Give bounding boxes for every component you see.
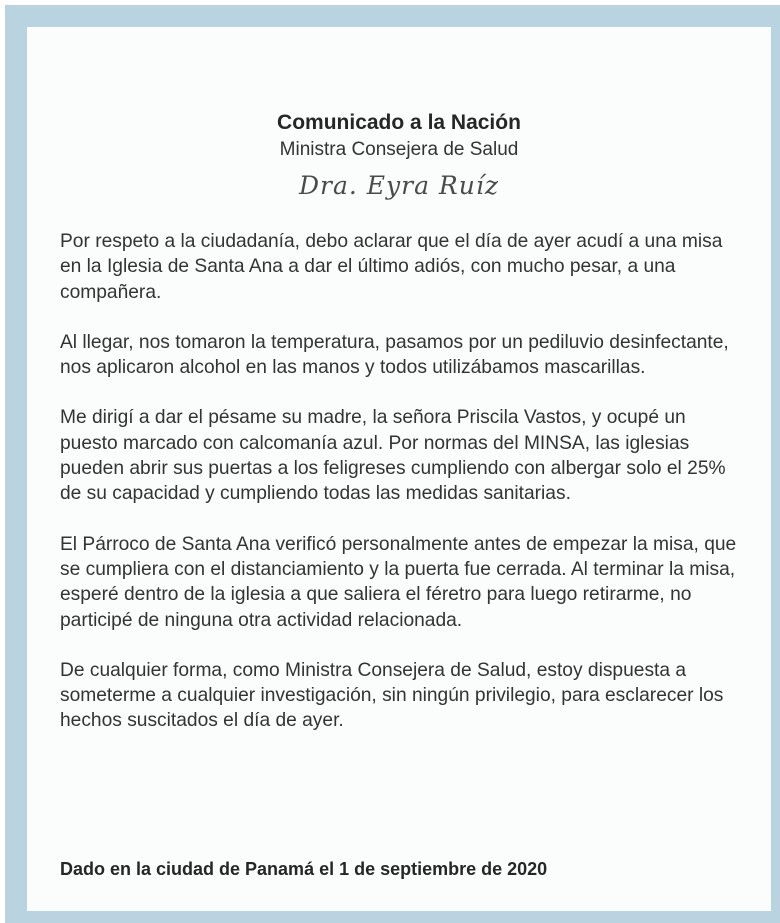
paragraph-5: De cualquier forma, como Ministra Consejera de Salud, estoy dispuesta a someterme a cualquier investigación, sin ningún privilegio, para esclarecer los hechos suscitados el día de ayer. <box>60 659 724 732</box>
closing-line: Dado en la ciudad de Panamá el 1 de septiembre de 2020 <box>60 859 548 879</box>
signature: Dra. Eyra Ruíz <box>298 171 500 200</box>
document-subtitle: Ministra Consejera de Salud <box>279 139 519 160</box>
paragraph-3: Me dirigí a dar el pésame su madre, la señora Priscila Vastos, y ocupé un puesto marcado con calcomanía azul. Por normas del MINSA, las iglesias pueden abrir sus puertas a los feligreses cumpliendo con albergar solo el 25% de su capacidad y cumpliendo todas las medidas sanitarias. <box>60 407 726 505</box>
document-header <box>27 109 771 200</box>
paragraph-4: El Párroco de Santa Ana verificó personalmente antes de empezar la misa, que se cumpliera con el distanciamiento y la puerta fue cerrada. Al terminar la misa, esperé dentro de la iglesia a que saliera el féretro para luego retirarme, no participé de ninguna otra actividad relacionada. <box>60 533 737 631</box>
document-title: Comunicado a la Nación <box>277 111 521 134</box>
document-body <box>60 229 740 759</box>
paragraph-2: Al llegar, nos tomaron la temperatura, pasamos por un pediluvio desinfectante, nos aplicaron alcohol en las manos y todos utilizábamos mascarillas. <box>60 331 729 379</box>
paragraph-1: Por respeto a la ciudadanía, debo aclarar que el día de ayer acudí a una misa en la Iglesia de Santa Ana a dar el último adiós, con mucho pesar, a una compañera. <box>60 231 723 303</box>
